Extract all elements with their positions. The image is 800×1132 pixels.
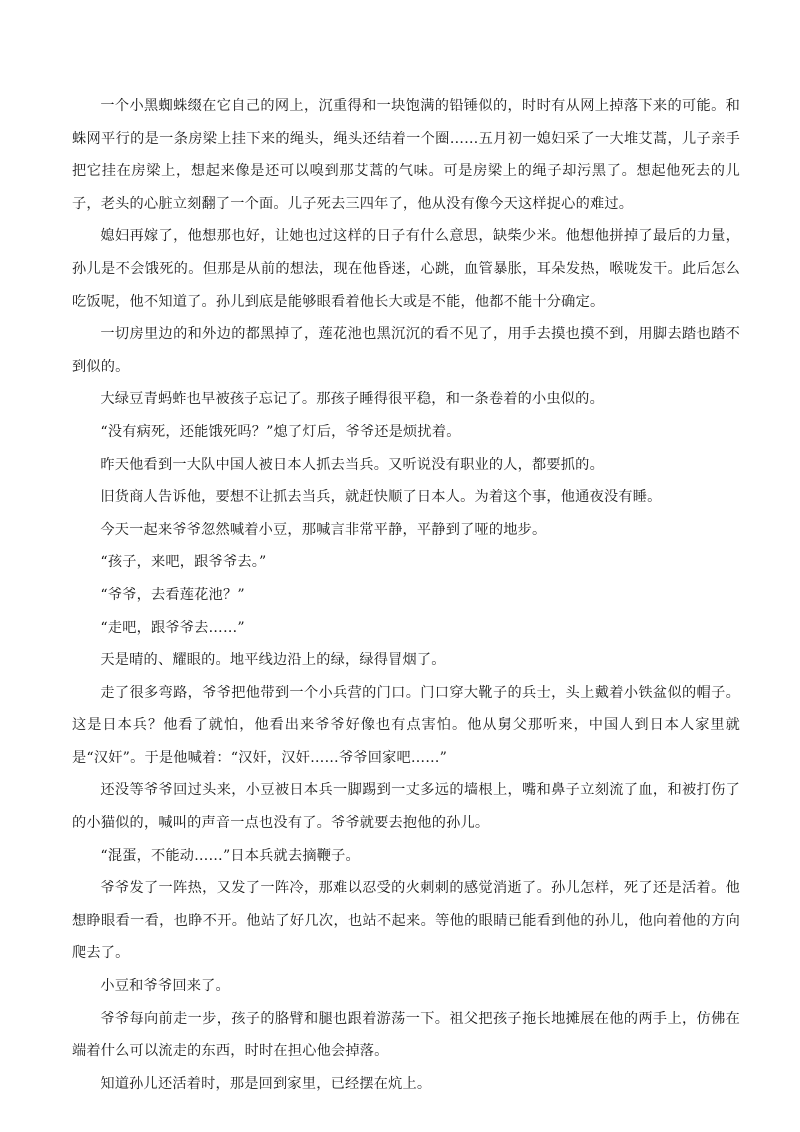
paragraph-conscription: 昨天他看到一大队中国人被日本人抓去当兵。又听说没有职业的人，都要抓的。 — [100, 456, 604, 473]
paragraph-sunny-day: 天是晴的、耀眼的。地平线边沿上的绿，绿得冒烟了。 — [100, 652, 446, 669]
paragraph-on-kang: 知道孙儿还活着时，那是回到家里，已经摆在炕上。 — [100, 1075, 432, 1092]
paragraph-dialogue-go: “走吧，跟爷爷去……” — [100, 619, 245, 636]
paragraph-dialogue-starve: “没有病死，还能饿死吗？”熄了灯后，爷爷还是烦扰着。 — [100, 423, 461, 440]
paragraph-carrying-child: 爷爷每向前走一步，孩子的胳臂和腿也跟着游荡一下。祖父把孩子拖长地摊展在他的两手上，仿佛在端着什么可以流走的东西，时时在担心他会掉落。 — [72, 1010, 740, 1060]
document-page — [72, 90, 740, 1100]
paragraph-remarried-daughter-in-law: 媳妇再嫁了，他想那也好，让她也过这样的日子有什么意思，缺柴少米。他想他拼掉了最后的力量，孙儿是不会饿死的。但那是从前的想法，现在他昏迷，心跳，血管暴胀，耳朵发热，喉咙发干。此后怎么吃饭呢，他不知道了。孙儿到底是能够眼看着他长大或是不能，他都不能十分确定。 — [72, 228, 740, 310]
paragraph-dialogue-come: “孩子，来吧，跟爷爷去。” — [100, 554, 267, 571]
paragraph-grandfather-crawls: 爷爷发了一阵热，又发了一阵冷，那难以忍受的火刺刺的感觉消逝了。孙儿怎样，死了还是活着。他想睁眼看一看，也睁不开。他站了好几次，也站不起来。等他的眼睛已能看到他的孙儿，他向着他的方向爬去了。 — [72, 880, 740, 962]
paragraph-dialogue-lotus-pond: “爷爷，去看莲花池？” — [100, 586, 245, 603]
paragraph-whip: “混蛋，不能动……”日本兵就去摘鞭子。 — [100, 847, 360, 864]
paragraph-kicked: 还没等爷爷回过头来，小豆被日本兵一脚踢到一丈多远的墙根上，嘴和鼻子立刻流了血，和被打伤了的小猫似的，喊叫的声音一点也没有了。爷爷就要去抱他的孙儿。 — [72, 782, 740, 832]
paragraph-darkness: 一切房里边的和外边的都黑掉了，莲花池也黑沉沉的看不见了，用手去摸也摸不到，用脚去踏也踏不到似的。 — [72, 326, 740, 375]
paragraph-calling-xiaodou: 今天一起来爷爷忽然喊着小豆，那喊言非常平静，平静到了哑的地步。 — [100, 521, 547, 538]
paragraph-grasshopper: 大绿豆青蚂蚱也早被孩子忘记了。那孩子睡得很平稳，和一条卷着的小虫似的。 — [100, 391, 604, 408]
paragraph-spider-web: 一个小黑蜘蛛缀在它自己的网上，沉重得和一块饱满的铅锤似的，时时有从网上掉落下来的可能。和蛛网平行的是一条房梁上挂下来的绳头，绳头还结着一个圈……五月初一媳妇采了一大堆艾蒿，儿子亲手把它挂在房梁上，想起来像是还可以嗅到那艾蒿的气味。可是房梁上的绳子却污黑了。想起他死去的儿子，老头的心脏立刻翻了一个面。儿子死去三四年了，他从没有像今天这样捉心的难过。 — [72, 98, 740, 212]
paragraph-barracks: 走了很多弯路，爷爷把他带到一个小兵营的门口。门口穿大靴子的兵士，头上戴着小铁盆似的帽子。这是日本兵？他看了就怕，他看出来爷爷好像也有点害怕。他从舅父那听来，中国人到日本人家里就是“汉奸”。于是他喊着：“汉奸，汉奸……爷爷回家吧……” — [72, 684, 740, 766]
paragraph-return: 小豆和爷爷回来了。 — [100, 978, 230, 995]
paragraph-merchant-advice: 旧货商人告诉他，要想不让抓去当兵，就赶快顺了日本人。为着这个事，他通夜没有睡。 — [100, 489, 662, 506]
